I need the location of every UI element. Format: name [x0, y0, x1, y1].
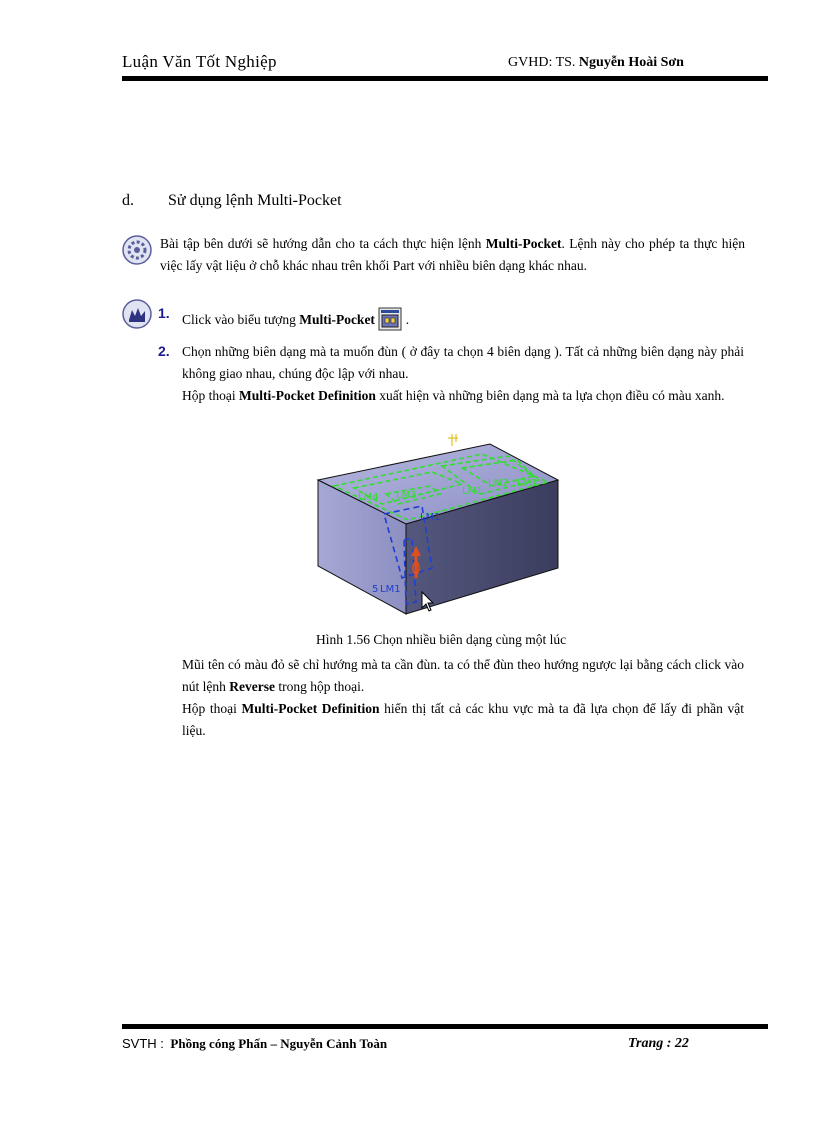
page-number: Trang : 22	[628, 1036, 689, 1051]
step-1-suffix: .	[405, 312, 410, 328]
step-2-number: 2.	[158, 343, 170, 359]
after-paragraph-2	[182, 698, 744, 742]
step-2-line2	[182, 385, 744, 407]
step-2-line1: Chọn những biên dạng mà ta muốn đùn ( ở đây ta chọn 4 biên dạng ). Tất cả những biên dạng này phải không giao nhau, chúng độc lập với nhau.	[182, 344, 744, 381]
info-gear-icon	[121, 234, 153, 271]
footer-authors: Phồng cóng Phấn – Nguyễn Cảnh Toàn	[170, 1036, 388, 1051]
step-2-dialog-name: Multi-Pocket Definition	[239, 388, 376, 403]
step-2-text	[182, 341, 744, 407]
label-lm-bottom: LM1	[380, 584, 401, 595]
advisor-name: Nguyễn Hoài Sơn	[578, 55, 684, 70]
header-title: Luận Văn Tốt Nghiệp	[122, 52, 277, 71]
step-2-line2-prefix: Hộp thoại	[182, 388, 239, 403]
label-lm3: LM3	[396, 490, 417, 501]
label-lm1-top: LM1	[517, 478, 538, 489]
after-figure-text	[182, 654, 744, 742]
step-1-command: Multi-Pocket	[299, 312, 375, 328]
after-paragraph-1	[182, 654, 744, 698]
after-p2-dialog-name: Multi-Pocket Definition	[241, 701, 380, 716]
label-lm1-side: LM1	[420, 512, 441, 523]
label-lm4: LM4	[358, 492, 379, 503]
figure-multi-pocket	[312, 428, 562, 633]
section-title: Sử dụng lệnh Multi-Pocket	[168, 192, 342, 209]
step-1-number: 1.	[158, 305, 170, 321]
intro-text-rest: . Lệnh này cho phép ta thực hiện việc lấy vật liệu ở chỗ khác nhau trên khối Part với nhiều biên dạng khác nhau.	[160, 236, 745, 273]
step-1-prefix: Click vào biểu tượng	[182, 312, 300, 328]
footer-label: SVTH :	[122, 1036, 164, 1051]
label-dimension: 5	[372, 584, 379, 595]
tutorial-step-icon	[121, 298, 153, 335]
intro-paragraph	[160, 233, 745, 277]
advisor-label: GVHD: TS.	[508, 55, 576, 70]
step-2-line2-suffix: xuất hiện và những biên dạng mà ta lựa chọn điều có màu xanh.	[375, 388, 725, 403]
axis-marker-icon	[448, 434, 458, 446]
section-heading	[122, 192, 342, 210]
after-p2-prefix: Hộp thoại	[182, 701, 242, 716]
after-p2-suffix: hiển thị tất cả các khu vực mà ta đã lựa chọn để lấy đi phần vật liệu.	[182, 701, 744, 738]
after-p1-prefix: Mũi tên có màu đỏ sẽ chỉ hướng mà ta cần đùn. ta có thể đùn theo hướng ngược lại bằng cách click vào nút lệnh	[182, 657, 744, 694]
section-number: d.	[122, 192, 134, 209]
intro-text: Bài tập bên dưới sẽ hướng dẫn cho ta cách thực hiện lệnh	[160, 236, 486, 251]
step-1-text	[182, 307, 409, 335]
intro-command: Multi-Pocket	[485, 236, 562, 251]
label-lm2: LM2	[488, 478, 509, 489]
footer-rule	[122, 1024, 768, 1029]
figure-caption: Hình 1.56 Chọn nhiều biên dạng cùng một lúc	[316, 632, 567, 647]
header-advisor	[508, 55, 684, 71]
reverse-command: Reverse	[229, 679, 275, 694]
header-rule	[122, 76, 768, 81]
label-lm1-mid: LM1	[462, 486, 483, 497]
multi-pocket-icon	[378, 307, 402, 335]
after-p1-suffix: trong hộp thoại.	[274, 679, 365, 694]
footer-authors-block	[122, 1036, 387, 1052]
